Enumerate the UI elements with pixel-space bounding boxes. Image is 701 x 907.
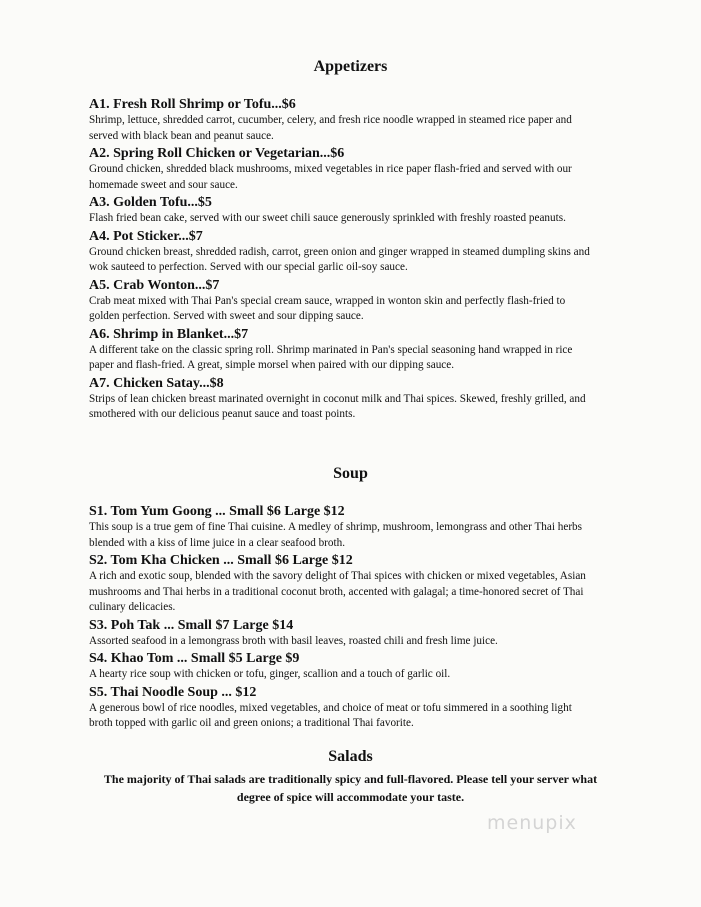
menu-item [89,194,594,227]
menu-item-title: A6. Shrimp in Blanket...$7 [89,326,249,342]
menu-item-description: A rich and exotic soup, blended with the savory delight of Thai spices with chicken or mixed vegetables, Asian mushrooms and Thai herbs in a traditional coconut broth, accented with galagal; a time-honored secret of Thai culinary delicacies. [89,570,586,613]
menu-item-description: A generous bowl of rice noodles, mixed vegetables, and choice of meat or tofu simmered in a soothing light broth topped with garlic oil and green onions; a traditional Thai favorite. [89,701,572,729]
menu-item [89,326,594,374]
menu-item-description: Assorted seafood in a lemongrass broth with basil leaves, roasted chili and fresh lime juice. [89,634,498,647]
menu-item-title: S5. Thai Noodle Soup ... $12 [89,684,257,700]
menu-item-title: S1. Tom Yum Goong ... Small $6 Large $12 [89,504,345,519]
appetizers-list [89,96,594,424]
menu-item-title: A5. Crab Wonton...$7 [89,277,220,293]
menu-item [89,145,594,193]
menu-item-title: S3. Poh Tak ... Small $7 Large $14 [89,617,294,633]
menu-item [89,552,594,616]
menu-item [89,375,594,423]
salads-note: The majority of Thai salads are traditionally spicy and full-flavored. Please tell your server what degree of spice will accommodate your taste. [103,772,598,804]
menu-item-title: A1. Fresh Roll Shrimp or Tofu...$6 [89,97,296,112]
menu-item-description: Ground chicken breast, shredded radish, carrot, green onion and ginger wrapped in steamed dumpling skins and wok sauteed to perfection. Served with our special garlic oil-soy sauce. [89,245,590,273]
menu-item [89,650,594,683]
menu-item-description: Crab meat mixed with Thai Pan's special cream sauce, wrapped in wonton skin and perfectly flash-fried to golden perfection. Served with sweet and sour dipping sauce. [89,294,566,322]
soup-heading: Soup [333,465,368,482]
menu-item [89,277,594,325]
soup-list [89,503,594,733]
menu-item [89,228,594,276]
salads-heading: Salads [328,748,373,765]
menu-item-title: A2. Spring Roll Chicken or Vegetarian...$6 [89,146,345,161]
menu-item [89,503,594,551]
menu-item [89,617,594,650]
appetizers-heading: Appetizers [313,58,388,75]
menu-item-title: A7. Chicken Satay...$8 [89,375,224,391]
menu-item-title: S4. Khao Tom ... Small $5 Large $9 [89,651,300,666]
menu-item-title: A3. Golden Tofu...$5 [89,195,212,210]
menu-item-title: S2. Tom Kha Chicken ... Small $6 Large $12 [89,553,353,568]
menu-item-description: A hearty rice soup with chicken or tofu, ginger, scallion and a touch of garlic oil. [89,668,451,680]
menu-item-description: This soup is a true gem of fine Thai cuisine. A medley of shrimp, mushroom, lemongrass and other Thai herbs blended with a kiss of lime juice in a clear seafood broth. [89,521,582,549]
menu-item-title: A4. Pot Sticker...$7 [89,228,203,244]
menu-item-description: Shrimp, lettuce, shredded carrot, cucumber, celery, and fresh rice noodle wrapped in steamed rice paper and served with black bean and peanut sauce. [89,114,572,142]
menupix-watermark: menupix [487,812,577,834]
menu-item-description: A different take on the classic spring roll. Shrimp marinated in Pan's special seasoning hand wrapped in rice paper and flash-fried. A great, simple morsel when paired with our dipping sauce. [89,343,573,371]
menu-item-description: Flash fried bean cake, served with our sweet chili sauce generously sprinkled with freshly roasted peanuts. [89,212,566,224]
menu-item [89,96,594,144]
menu-item-description: Strips of lean chicken breast marinated overnight in coconut milk and Thai spices. Skewed, freshly grilled, and smothered with our delicious peanut sauce and toast points. [89,392,586,420]
menu-item-description: Ground chicken, shredded black mushrooms, mixed vegetables in rice paper flash-fried and served with our homemade sweet and sour sauce. [89,163,572,191]
menu-item [89,684,594,732]
